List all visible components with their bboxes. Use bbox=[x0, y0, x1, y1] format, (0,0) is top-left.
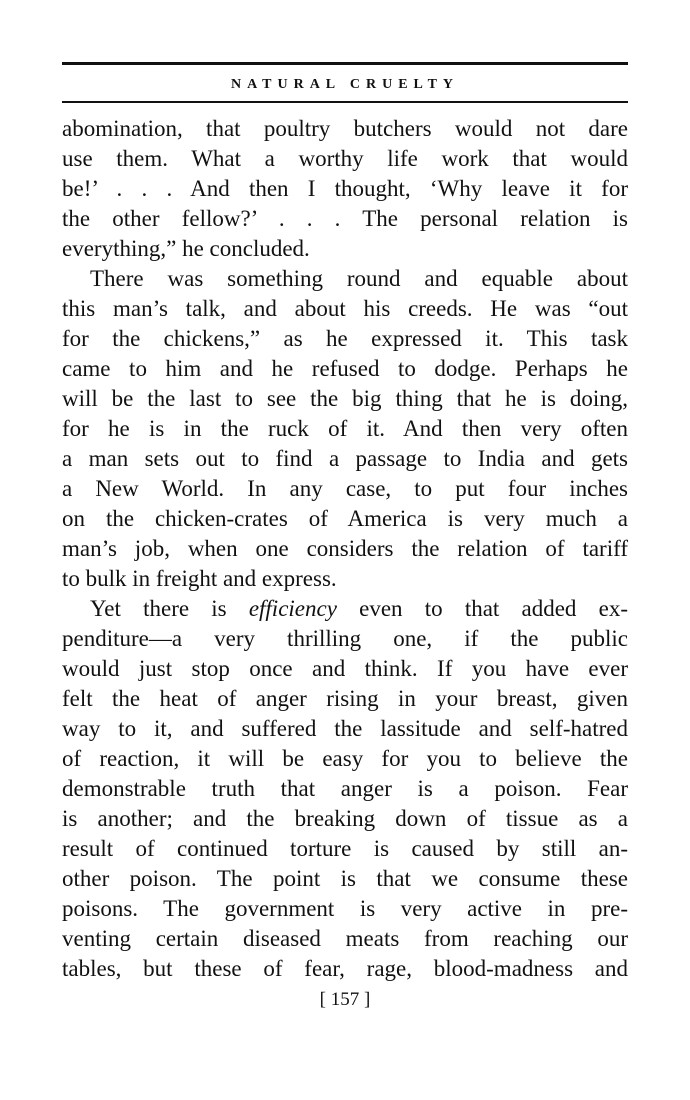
text-line: way to it, and suffered the lassitude and self-hatred bbox=[62, 716, 628, 741]
text-line: There was something round and equable about bbox=[90, 266, 628, 291]
text-run: Yet there is bbox=[90, 596, 249, 621]
text-line: demonstrable truth that anger is a poison. Fear bbox=[62, 776, 628, 801]
text-run: even to that added ex- bbox=[336, 596, 628, 621]
text-line bbox=[62, 594, 628, 624]
header-rule-bottom bbox=[62, 101, 628, 103]
text-line: everything,” he concluded. bbox=[62, 236, 310, 261]
text-line: felt the heat of anger rising in your breast, given bbox=[62, 686, 628, 711]
text-line: for the chickens,” as he expressed it. This task bbox=[62, 326, 628, 351]
text-line: tables, but these of fear, rage, blood-madness and bbox=[62, 956, 628, 981]
emphasis-text: efficiency bbox=[248, 596, 337, 621]
text-line: will be the last to see the big thing that he is doing, bbox=[62, 386, 628, 411]
text-line: other poison. The point is that we consume these bbox=[62, 866, 628, 891]
text-line: a New World. In any case, to put four inches bbox=[62, 476, 628, 501]
text-line: to bulk in freight and express. bbox=[62, 566, 337, 591]
text-line: this man’s talk, and about his creeds. He was “out bbox=[62, 296, 628, 321]
text-line: result of continued torture is caused by still an- bbox=[62, 836, 628, 861]
text-line: came to him and he refused to dodge. Perhaps he bbox=[62, 356, 628, 381]
header-rule-top bbox=[62, 62, 628, 65]
page-number: [ 157 ] bbox=[319, 989, 371, 1010]
text-line: a man sets out to find a passage to India and gets bbox=[62, 446, 628, 471]
text-line: poisons. The government is very active in pre- bbox=[62, 896, 628, 921]
text-line: would just stop once and think. If you have ever bbox=[62, 656, 628, 681]
text-line: man’s job, when one considers the relation of tariff bbox=[62, 536, 628, 561]
text-line: venting certain diseased meats from reaching our bbox=[62, 926, 628, 951]
text-line: of reaction, it will be easy for you to believe the bbox=[62, 746, 628, 771]
text-line: on the chicken-crates of America is very much a bbox=[62, 506, 628, 531]
running-head: NATURAL CRUELTY bbox=[230, 77, 460, 92]
text-line: use them. What a worthy life work that would bbox=[62, 146, 628, 171]
text-line: abomination, that poultry butchers would not dare bbox=[62, 116, 628, 141]
text-line: the other fellow?’ . . . The personal relation is bbox=[62, 206, 628, 231]
text-line: be!’ . . . And then I thought, ‘Why leave it for bbox=[62, 176, 628, 201]
text-line: penditure—a very thrilling one, if the public bbox=[62, 626, 628, 651]
text-line: for he is in the ruck of it. And then very often bbox=[62, 416, 628, 441]
text-line: is another; and the breaking down of tissue as a bbox=[62, 806, 628, 831]
body-text bbox=[62, 114, 628, 984]
